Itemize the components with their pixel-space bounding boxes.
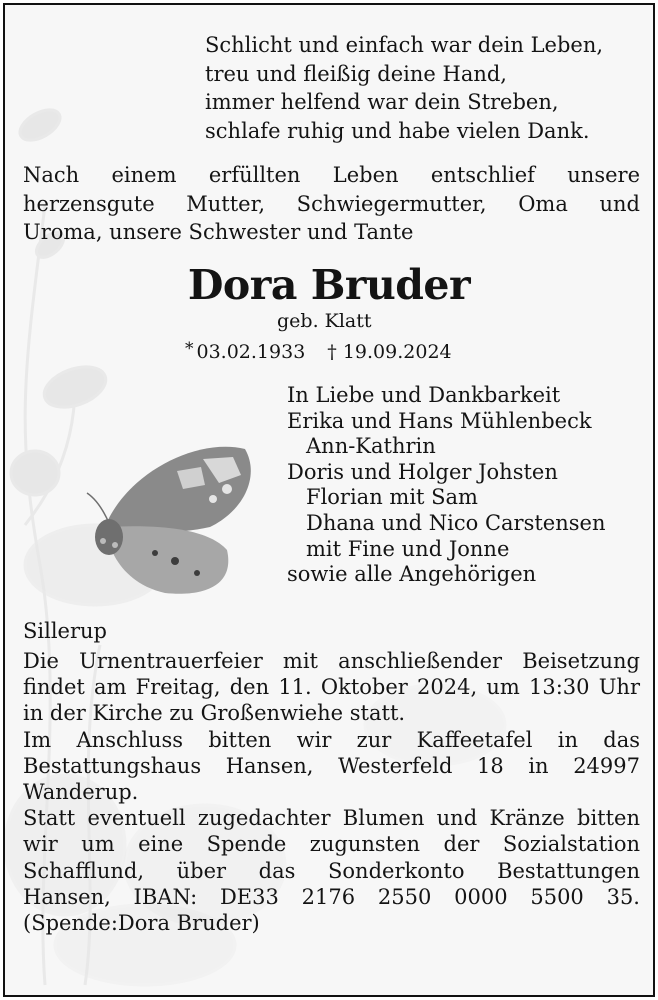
- intro-text: [23, 161, 640, 247]
- place-name: Sillerup: [23, 619, 107, 643]
- reception-line: Wanderup.: [23, 780, 139, 805]
- poem-line: treu und fleißig deine Hand,: [205, 61, 507, 86]
- donation-line: Schafflund, über das Sonderkonto Bestattungen: [23, 858, 640, 883]
- poem-line: immer helfend war dein Streben,: [205, 90, 559, 114]
- intro-line: Nach einem erfüllten Leben entschlief unsere: [23, 163, 640, 187]
- mourners-list: [287, 383, 605, 588]
- service-line: in der Kirche zu Großenwiehe statt.: [23, 701, 406, 726]
- mourner-line: Erika und Hans Mühlenbeck: [287, 408, 592, 433]
- intro-line: Uroma, unsere Schwester und Tante: [23, 220, 414, 244]
- deceased-name: Dora Bruder: [187, 261, 471, 309]
- mourner-line: mit Fine und Jonne: [306, 536, 510, 561]
- poem-line: schlafe ruhig und habe vielen Dank.: [205, 118, 590, 143]
- memorial-poem: [205, 31, 603, 145]
- obituary-card: [3, 3, 655, 997]
- death-symbol: †: [327, 341, 337, 363]
- life-dates: [185, 337, 452, 364]
- reception-line: Im Anschluss bitten wir zur Kaffeetafel in das: [23, 727, 640, 752]
- donation-line: wir um eine Spende zugunsten der Sozialstation: [23, 832, 640, 857]
- mourner-line: In Liebe und Dankbarkeit: [287, 383, 561, 407]
- donation-line: (Spende:Dora Bruder): [23, 911, 260, 936]
- poem-line: Schlicht und einfach war dein Leben,: [205, 33, 604, 57]
- service-line: Die Urnentrauerfeier mit anschließender Beisetzung: [23, 649, 640, 673]
- mourner-line: sowie alle Angehörigen: [287, 562, 537, 587]
- service-line: findet am Freitag, den 11. Oktober 2024, um 13:30 Uhr: [23, 675, 640, 700]
- intro-line: herzensgute Mutter, Schwiegermutter, Oma und: [23, 191, 640, 216]
- mourner-line: Dhana und Nico Carstensen: [306, 510, 606, 535]
- birth-date: 03.02.1933: [196, 341, 306, 363]
- birth-symbol: *: [185, 339, 194, 359]
- donation-line: Statt eventuell zugedachter Blumen und Kränze bitten: [23, 806, 640, 831]
- maiden-name: geb. Klatt: [277, 310, 372, 332]
- donation-line: Hansen, IBAN: DE33 2176 2550 0000 5500 35.: [23, 884, 640, 909]
- reception-line: Bestattungshaus Hansen, Westerfeld 18 in 24997: [23, 753, 640, 778]
- mourner-line: Doris und Holger Johsten: [287, 459, 558, 484]
- mourner-line: Florian mit Sam: [306, 485, 478, 510]
- mourner-line: Ann-Kathrin: [306, 434, 436, 459]
- death-date: 19.09.2024: [342, 341, 452, 363]
- service-details: [23, 648, 640, 936]
